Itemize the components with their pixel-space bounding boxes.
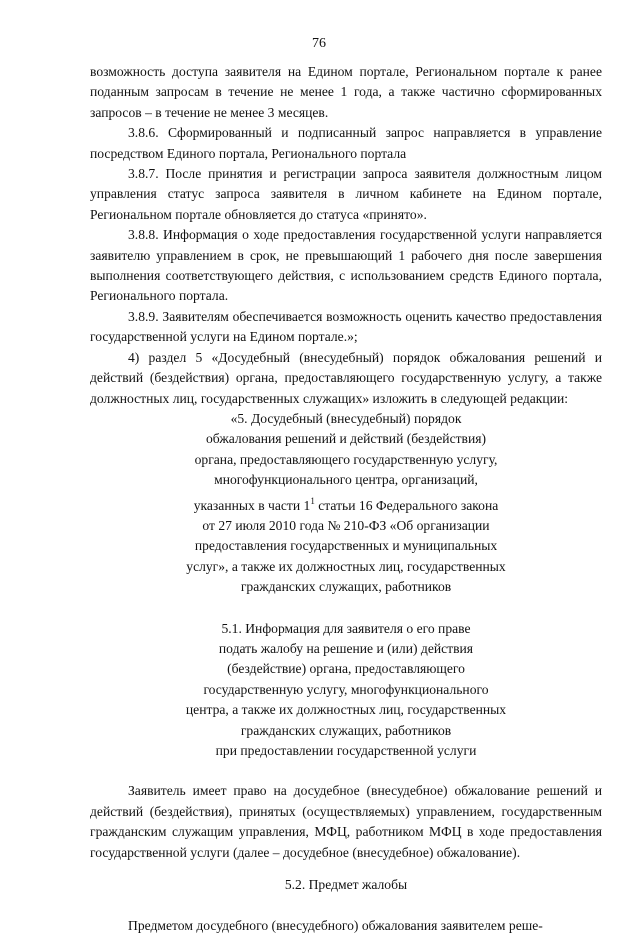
subsection-5-1-heading: [90, 619, 602, 762]
subsection-5-2-heading: [90, 875, 602, 895]
section-5-heading-text: указанных в части 1: [193, 497, 311, 513]
section-5-heading-line: обжалования решений и действий (бездействия): [205, 431, 487, 447]
paragraph-access-continuation: возможность доступа заявителя на Едином портале, Региональном портале к ранее поданным запросам в течение не менее 1 года, а также частично сформированных запросов – в течение не менее 3 месяцев.: [90, 64, 602, 120]
page-number: 76: [312, 36, 326, 51]
spacer: [90, 598, 602, 619]
subsection-5-2-heading-line: 5.2. Предмет жалобы: [284, 877, 408, 893]
paragraph-3-8-7: 3.8.7. После принятия и регистрации запроса заявителя должностным лицом управления статус запроса заявителя в личном кабинете на Едином портале, Региональном портале обновляется до статуса «принято».: [90, 166, 602, 222]
paragraph-3-8-9: 3.8.9. Заявителям обеспечивается возможность оценить качество предоставления государственной услуги на Едином портале.»;: [90, 308, 602, 345]
section-5-heading-line: предоставления государственных и муниципальных: [194, 538, 498, 554]
spacer: [90, 895, 602, 916]
section-5-heading-line: органа, предоставляющего государственную услугу,: [194, 451, 498, 467]
subsection-5-1-heading-line: (бездействие) органа, предоставляющего: [227, 661, 465, 677]
superscript-1: 1: [310, 495, 315, 506]
paragraph-5-2: Предметом досудебного (внесудебного) обжалования заявителем реше-: [128, 918, 543, 934]
section-5-heading-line: гражданских служащих, работников: [240, 579, 452, 595]
document-body: [90, 62, 602, 937]
paragraph-item-4: 4) раздел 5 «Досудебный (внесудебный) порядок обжалования решений и действий (бездействия) органа, предоставляющего государственную услугу, а также должностных лиц, государственных служащих» изложить в следующей редакции:: [90, 349, 602, 406]
section-5-heading: [90, 409, 602, 598]
subsection-5-1-heading-line: гражданских служащих, работников: [240, 722, 452, 738]
section-5-heading-line: многофункционального центра, организаций,: [214, 472, 478, 488]
paragraph-3-8-8: 3.8.8. Информация о ходе предоставления государственной услуги направляется заявителю управлением в срок, не превышающий 1 рабочего дня после завершения выполнения соответствующего действия, с использованием средств Единого портала, Регионального портала.: [90, 227, 602, 304]
subsection-5-1-heading-line: государственную услугу, многофункционального: [203, 681, 489, 697]
section-5-heading-line: [90, 491, 602, 516]
paragraph-5-1: Заявитель имеет право на досудебное (внесудебное) обжалование решений и действий (бездействия), принятых (осуществляемых) управлением, государственным гражданским служащим управления, МФЦ, работником МФЦ в ходе предоставления государственной услуги (далее – досудебное (внесудебное) обжалование).: [90, 783, 602, 860]
subsection-5-1-heading-line: подать жалобу на решение и (или) действия: [218, 640, 474, 656]
paragraph-3-8-6: 3.8.6. Сформированный и подписанный запрос направляется в управление посредством Единого портала, Регионального портала: [90, 125, 602, 161]
section-5-heading-line: от 27 июля 2010 года № 210-ФЗ «Об организации: [202, 517, 490, 533]
spacer: [90, 761, 602, 781]
subsection-5-1-heading-line: центра, а также их должностных лиц, государственных: [185, 702, 507, 718]
spacer: [90, 863, 602, 875]
section-5-heading-line: услуг», а также их должностных лиц, государственных: [186, 558, 506, 574]
section-5-heading-text: статьи 16 Федерального закона: [314, 497, 499, 513]
section-5-heading-line: «5. Досудебный (внесудебный) порядок: [230, 410, 462, 426]
subsection-5-1-heading-line: при предоставлении государственной услуги: [215, 743, 477, 758]
subsection-5-1-heading-line: 5.1. Информация для заявителя о его праве: [221, 620, 471, 636]
